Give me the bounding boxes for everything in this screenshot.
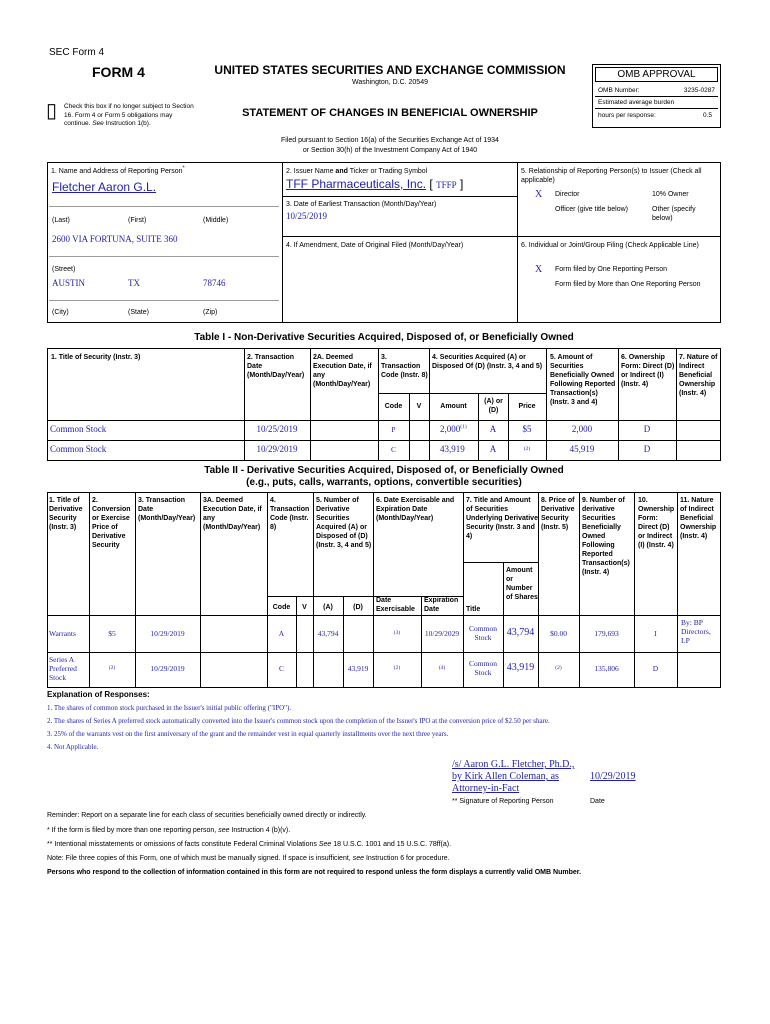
t2-sub-a: (A): [323, 604, 333, 611]
t1-sub-ad: (A) or (D): [484, 398, 503, 414]
t2-r1-expiration: 10/29/2029: [424, 629, 460, 638]
reporting-person-name[interactable]: Fletcher Aaron G.L.: [52, 180, 157, 194]
middle-label: (Middle): [203, 217, 229, 224]
signature-label: ** Signature of Reporting Person: [452, 798, 554, 805]
sec-form-label: SEC Form 4: [49, 47, 105, 58]
footer-note-3-post: Instruction 6 for procedure.: [365, 855, 450, 862]
t1-r1-title: Common Stock: [50, 424, 107, 434]
one-person-checkmark[interactable]: X: [535, 264, 543, 275]
t1-r2-owned: 45,919: [569, 444, 595, 454]
t1-r2-ad: A: [489, 444, 497, 454]
t2-r1-price: $5: [108, 629, 116, 638]
box2-label-post: Ticker or Trading Symbol: [349, 168, 428, 175]
t2-sub-amount: Amount or Number of Shares: [506, 567, 538, 601]
t1-h2: 2. Transaction Date (Month/Day/Year): [247, 354, 305, 379]
first-label: (First): [128, 217, 147, 224]
table2-title-1: Table II - Derivative Securities Acquired, Disposed of, or Beneficially Owned: [204, 465, 564, 476]
ticker-symbol: TFFP: [436, 180, 457, 190]
explanation-title: Explanation of Responses:: [47, 690, 150, 699]
t2-h8: 8. Price of Derivative Security (Instr. 5): [541, 497, 575, 531]
t2-r2-title: Series A Preferred Stock: [49, 655, 77, 682]
t1-r1-price: $5: [522, 424, 532, 434]
footer-reminder: Reminder: Report on a separate line for each class of securities beneficially owned directly or indirectly.: [47, 812, 367, 819]
last-label: (Last): [52, 217, 70, 224]
earliest-transaction-date: 10/25/2019: [286, 211, 328, 221]
t1-sub-code: Code: [384, 403, 403, 410]
t1-r1-code: P: [391, 425, 396, 434]
filed-pursuant-2: or Section 30(h) of the Investment Company Act of 1940: [302, 147, 478, 154]
more-persons-label: Form filed by More than One Reporting Person: [555, 281, 701, 288]
t1-r2-title: Common Stock: [50, 444, 107, 454]
checkbox-text-main: Check this box if no longer subject to Section 16. Form 4 or Form 5 obligations may continue.: [64, 103, 194, 127]
checkbox-text: [64, 103, 194, 129]
t2-r2-code: C: [278, 664, 284, 673]
footer-note-3-pre: Note: File three copies of this Form, one of which must be manually signed. If space is insufficient,: [47, 855, 351, 862]
explanation-item-4: 4. Not Applicable.: [47, 743, 99, 751]
zip-value: 78746: [203, 278, 226, 288]
ticker-bracket-close: ]: [459, 177, 464, 191]
box2-label-and: and: [335, 168, 348, 175]
t2-r2-price: (2): [108, 665, 116, 671]
t2-r2-owned: 135,806: [594, 664, 619, 673]
t2-r1-exercisable: (3): [393, 630, 401, 636]
filed-pursuant-1: Filed pursuant to Section 16(a) of the Securities Exchange Act of 1934: [281, 137, 499, 144]
t1-h4: 4. Securities Acquired (A) or Disposed Of (D) (Instr. 3, 4 and 5): [432, 354, 543, 370]
t1-r1-owned: 2,000: [571, 424, 593, 434]
t2-r2-form: D: [652, 664, 659, 673]
t1-r1-form: D: [643, 424, 651, 434]
t2-sub-code: Code: [272, 604, 291, 611]
t2-h5: 5. Number of Derivative Securities Acquired (A) or Disposed of (D) (Instr. 3, 4 and 5): [316, 497, 372, 549]
t1-h1: 1. Title of Security (Instr. 3): [51, 354, 141, 361]
t1-sub-v: V: [416, 403, 422, 410]
table1-title: Table I - Non-Derivative Securities Acquired, Disposed of, or Beneficially Owned: [194, 332, 574, 343]
t2-h4: 4. Transaction Code (Instr. 8): [270, 497, 310, 531]
t2-r2-d: 43,919: [347, 664, 369, 673]
t2-r2-expiration: (4): [438, 665, 446, 671]
t2-r1-und-amount: 43,794: [506, 627, 535, 638]
signature-date: 10/29/2019: [590, 771, 636, 782]
t2-h1: 1. Title of Derivative Security (Instr. 3): [49, 497, 83, 531]
t2-sub-title: Title: [466, 606, 481, 613]
omb-number-label: OMB Number:: [598, 87, 640, 94]
director-label: Director: [555, 191, 580, 198]
t2-r2-und-amount: 43,919: [506, 662, 535, 673]
issuer-line: [286, 177, 463, 191]
checkbox-instruction: Instruction 1(b).: [105, 120, 151, 127]
t2-h9: 9. Number of derivative Securities Beneficially Owned Following Reported Transaction(s) (Instr. 4): [582, 497, 630, 576]
omb-title: OMB APPROVAL: [595, 67, 718, 82]
t2-h2: 2. Conversion or Exercise Price of Derivative Security: [92, 497, 131, 549]
footer-note-2-post: 18 U.S.C. 1001 and 15 U.S.C. 78ff(a).: [333, 841, 452, 848]
t1-h5: 5. Amount of Securities Beneficially Owned Following Reported Transaction(s) (Instr. 3 and 4): [550, 354, 616, 406]
box1-asterisk: *: [182, 165, 185, 172]
t2-r1-owned: 179,693: [594, 629, 619, 638]
no-longer-subject-checkbox[interactable]: ▯: [46, 100, 58, 122]
t2-r2-exercisable: (2): [393, 665, 401, 671]
t2-h3a: 3A. Deemed Execution Date, if any (Month/Day/Year): [203, 497, 262, 531]
box2-label-pre: 2. Issuer Name: [286, 168, 334, 175]
zip-label: (Zip): [203, 309, 218, 316]
one-person-label: Form filed by One Reporting Person: [555, 266, 668, 273]
t1-r2-form: D: [643, 444, 651, 454]
t2-h7: 7. Title and Amount of Securities Underlying Derivative Security (Instr. 3 and 4): [466, 497, 538, 540]
t1-h7: 7. Nature of Indirect Beneficial Ownership (Instr. 4): [679, 354, 718, 397]
t2-h3: 3. Transaction Date (Month/Day/Year): [138, 497, 196, 522]
footer-note-3-see: see: [352, 855, 364, 862]
t2-h10: 10. Ownership Form: Direct (D) or Indirect (I) (Instr. 4): [638, 497, 675, 549]
state-value: TX: [128, 278, 140, 288]
date-label: Date: [590, 798, 605, 805]
agency-location: Washington, D.C. 20549: [351, 79, 428, 86]
explanation-item-2: 2. The shares of Series A preferred stock automatically converted into the Issuer's common stock upon the completion of the Issuer's IPO at the conversion price of $2.50 per share.: [47, 717, 550, 725]
footer-note-3: [47, 855, 450, 862]
signature-line-3: Attorney-in-Fact: [452, 783, 520, 794]
t1-r1-amount-value: 2,000: [440, 424, 461, 434]
footer-note-2-pre: ** Intentional misstatements or omissions of facts constitute Federal Criminal Violations: [47, 841, 317, 848]
box1-label: [51, 167, 185, 176]
signature-line-1: /s/ Aaron G.L. Fletcher, Ph.D.,: [452, 759, 575, 770]
t2-sub-v: V: [302, 604, 307, 611]
t1-r1-date: 10/25/2019: [256, 424, 298, 434]
t2-sub-d: (D): [353, 604, 363, 611]
t1-sub-amount: Amount: [440, 403, 467, 410]
director-checkmark[interactable]: X: [535, 189, 543, 200]
box5-label: 5. Relationship of Reporting Person(s) to Issuer (Check all applicable): [521, 168, 702, 184]
form-title: FORM 4: [92, 64, 145, 80]
t1-h3: 3. Transaction Code (Instr. 8): [381, 354, 428, 379]
box4-label: 4. If Amendment, Date of Original Filed (Month/Day/Year): [286, 242, 464, 249]
t1-r2-amount: 43,919: [440, 444, 465, 454]
box6-label: 6. Individual or Joint/Group Filing (Check Applicable Line): [521, 242, 699, 249]
t1-r2-code: C: [390, 445, 396, 454]
t2-sub-exercisable: Date Exercisable: [376, 597, 415, 613]
other-label: Other (specify below): [652, 206, 696, 222]
t2-sub-expiration: Expiration Date: [424, 597, 459, 613]
footer-note-4: Persons who respond to the collection of information contained in this form are not required to respond unless the form displays a currently valid OMB Number.: [47, 869, 582, 876]
agency-title: UNITED STATES SECURITIES AND EXCHANGE COMMISSION: [214, 63, 566, 77]
t2-r1-a: 43,794: [317, 629, 339, 638]
t2-r2-und-title: Common Stock: [469, 659, 497, 677]
t2-r1-nature: By: BP Directors, LP: [681, 618, 711, 645]
t2-r1-title: Warrants: [49, 629, 76, 638]
footer-note-2: [47, 841, 451, 848]
box2-label: [286, 167, 427, 176]
footer-note-1-post: Instruction 4 (b)(v).: [231, 827, 291, 834]
t1-h2a: 2A. Deemed Execution Date, if any (Month/Day/Year): [313, 354, 372, 388]
city-value: AUSTIN: [52, 278, 85, 288]
footer-note-1-pre: * If the form is filed by more than one reporting person,: [47, 827, 217, 834]
t2-r2-date: 10/29/2019: [150, 664, 185, 673]
t2-r1-und-title: Common Stock: [469, 624, 497, 642]
explanation-item-1: 1. The shares of common stock purchased in the Issuer's initial public offering ("IPO").: [47, 704, 292, 712]
omb-hours-value: 0.5: [702, 112, 712, 119]
box1-label-text: 1. Name and Address of Reporting Person: [51, 168, 183, 175]
street-value: 2600 VIA FORTUNA, SUITE 360: [52, 234, 178, 244]
omb-hours-label: hours per response:: [598, 112, 656, 119]
issuer-name[interactable]: TFF Pharmaceuticals, Inc.: [286, 177, 427, 191]
t1-sub-price: Price: [518, 403, 536, 410]
t2-r2-deriv-price: (2): [555, 665, 562, 671]
statement-title: STATEMENT OF CHANGES IN BENEFICIAL OWNERSHIP: [242, 107, 538, 119]
t2-r1-deriv-price: $0.00: [550, 629, 567, 638]
footer-note-2-see: See: [318, 841, 332, 848]
t2-h11: 11. Nature of Indirect Beneficial Ownership (Instr. 4): [680, 497, 717, 540]
box3-label: 3. Date of Earliest Transaction (Month/Day/Year): [286, 201, 437, 208]
footer-note-1-see: see: [218, 827, 230, 834]
t2-r1-form: I: [654, 629, 657, 638]
table2-title-2: (e.g., puts, calls, warrants, options, convertible securities): [246, 477, 522, 488]
t2-h6: 6. Date Exercisable and Expiration Date (Month/Day/Year): [376, 497, 455, 522]
officer-label: Officer (give title below): [555, 206, 629, 213]
omb-burden-label: Estimated average burden: [598, 99, 675, 106]
t1-r2-date: 10/29/2019: [256, 444, 298, 454]
t1-h6: 6. Ownership Form: Direct (D) or Indirect (I) (Instr. 4): [621, 354, 675, 388]
t2-r1-code: A: [278, 629, 285, 638]
footer-note-1: [47, 827, 290, 834]
explanation-item-3: 3. 25% of the warrants vest on the first anniversary of the grant and the remainder vest in equal quarterly installments over the next three years.: [47, 730, 449, 738]
t1-r2-price: (2): [523, 446, 531, 452]
street-label: (Street): [52, 266, 76, 273]
ticker-bracket-open: [: [429, 177, 433, 191]
t1-r1-ad: A: [489, 424, 497, 434]
checkbox-see: See: [92, 120, 104, 127]
t2-r1-date: 10/29/2019: [150, 629, 185, 638]
omb-box: [592, 64, 721, 128]
t1-r1-amount: [440, 424, 467, 434]
state-label: (State): [128, 309, 150, 316]
t1-r1-amount-fn: (1): [460, 424, 467, 430]
signature-line-2: by Kirk Allen Coleman, as: [452, 771, 559, 782]
omb-number-value: 3235-0287: [683, 87, 715, 94]
ten-percent-owner-label: 10% Owner: [652, 191, 689, 198]
city-label: (City): [52, 309, 69, 316]
